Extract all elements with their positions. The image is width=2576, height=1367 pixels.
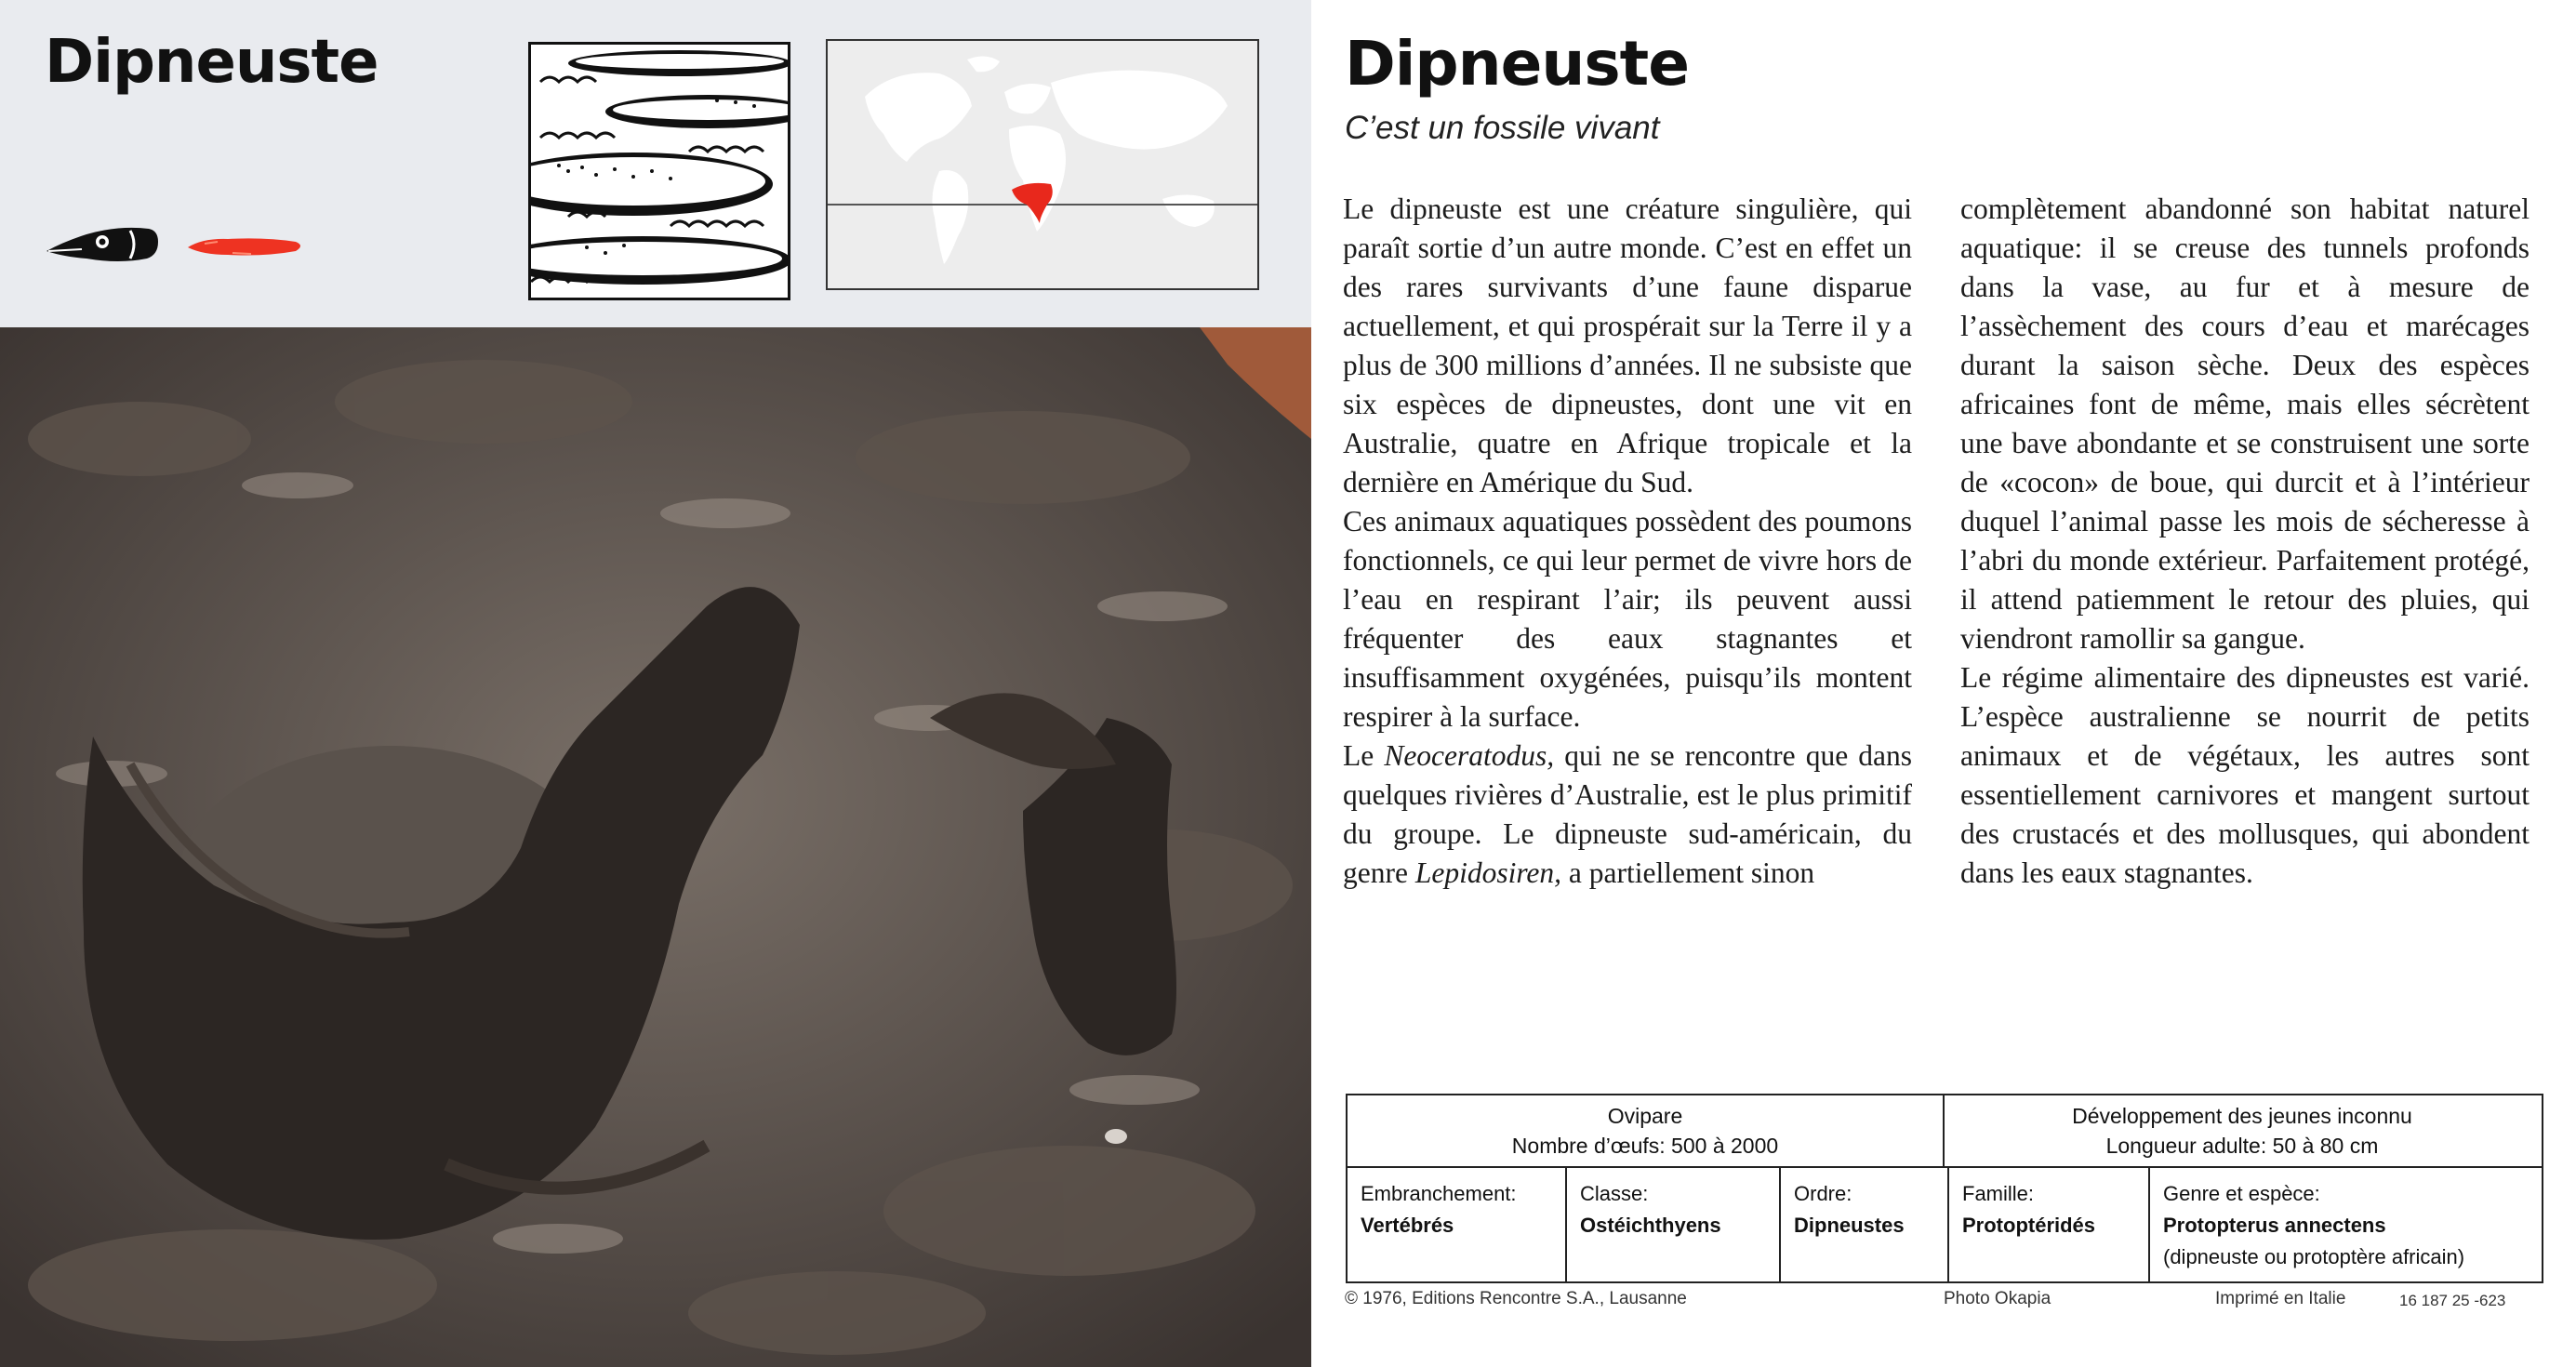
taxonomy-value: Protoptéridés [1962,1214,2096,1237]
habitat-illustration [528,42,790,300]
paragraph-1: Le dipneuste est une créature singulière, qui paraît sortie d’un autre monde. C’est en effet un des rares survivants d’une faune disparue actuellement, et qui prospérait sur la Terre il y a plus de 300 millions d’années. Il ne subsiste que six espèces de dipneustes, dont une vit en Australie, quatre en Afrique tropicale et la dernière en Amérique du Sud. [1343,192,1912,498]
mud-cocoon-drawing [531,45,788,298]
taxonomy-classe [1567,1168,1781,1281]
taxonomy-label: Famille: [1962,1182,2035,1205]
paragraph-3-part-b: qui ne se rencontre que dans quelques rivières d’Australie, est le plus primitif du groupe. Le dipneuste sud-américain, du genre [1343,739,1912,889]
info-table-top [1348,1095,2542,1168]
genus-neoceratodus: Neoceratodus, [1384,739,1555,772]
taxonomy-ordre [1781,1168,1949,1281]
paragraph-3-part-a: Le [1343,739,1385,772]
common-name: (dipneuste ou protoptère africain) [2163,1245,2465,1268]
card-subtitle: C’est un fossile vivant [1345,110,1660,146]
text-column-2 [1960,190,2530,893]
egg-count: Nombre d’œufs: 500 à 2000 [1511,1134,1779,1158]
reproduction-info [1348,1101,1943,1161]
fish-head-icon [45,223,161,264]
paragraph-3-part-c: a partiellement sinon [1561,856,1815,889]
taxonomy-label: Genre et espèce: [2163,1182,2320,1205]
paragraph-3 [1343,737,1912,893]
right-panel [1311,0,2576,1367]
growth-info [1945,1101,2540,1161]
copyright: © 1976, Editions Rencontre S.A., Lausanne [1345,1289,1687,1308]
card-code: 16 187 25 -623 [2399,1292,2506,1309]
adult-length: Longueur adulte: 50 à 80 cm [2105,1134,2379,1158]
development-info: Développement des jeunes inconnu [2072,1104,2412,1128]
taxonomy-famille [1949,1168,2150,1281]
paragraph-5: Le régime alimentaire des dipneustes est varié. L’espèce australienne se nourrit de petits animaux et de végétaux, les autres sont essentiellement carnivores et mangent surtout des crustacés et des mollusques, qui abondent dans les eaux stagnantes. [1960,661,2530,889]
taxonomy-value: Ostéichthyens [1580,1214,1721,1237]
taxonomy-genre-espece [2150,1168,2542,1281]
taxonomy-value: Dipneustes [1794,1214,1905,1237]
taxonomy-label: Classe: [1580,1182,1649,1205]
card-header [0,0,1311,327]
printed-in: Imprimé en Italie [2215,1289,2346,1308]
card-title: Dipneuste [1345,28,1689,100]
taxonomy-embranchement [1348,1168,1567,1281]
taxonomy-value: Protopterus annectens [2163,1214,2386,1237]
info-table [1346,1094,2543,1283]
distribution-map [826,39,1259,290]
text-column-1 [1343,190,1912,893]
paragraph-4: complètement abandonné son habitat naturel aquatique: il se creuse des tunnels profonds dans la vase, au fur et à mesure de l’assèchement des cours d’eau et marécages durant la saison sèche. Deux des espèces africaines font de même, mais elles sécrètent une bave abondante et se construisent une sorte de «cocon» de boue, qui durcit et à l’intérieur duquel l’animal passe les mois de sécheresse à l’abri du monde extérieur. Parfaitement protégé, il attend patiemment le retour des pluies, qui viendront ramollir sa gangue. [1960,192,2530,655]
taxonomy-label: Ordre: [1794,1182,1852,1205]
genus-lepidosiren: Lepidosiren, [1414,856,1562,889]
red-fish-icon [186,232,307,260]
photo-credit: Photo Okapia [1944,1289,2052,1308]
card-title-left: Dipneuste [45,28,378,97]
lungfish-photo [0,327,1311,1367]
reproduction-mode: Ovipare [1607,1104,1683,1128]
taxonomy-value: Vertébrés [1361,1214,1454,1237]
world-map-drawing [828,41,1257,288]
mud-scene-drawing [0,327,1311,1367]
taxonomy-label: Embranchement: [1361,1182,1517,1205]
paragraph-2: Ces animaux aquatiques possèdent des poumons fonctionnels, ce qui leur permet de vivre hors de l’eau en respirant l’air; ils peuvent aussi fréquenter des eaux stagnantes et insuffisamment oxygénées, puisqu’ils montent respirer à la surface. [1343,505,1912,733]
